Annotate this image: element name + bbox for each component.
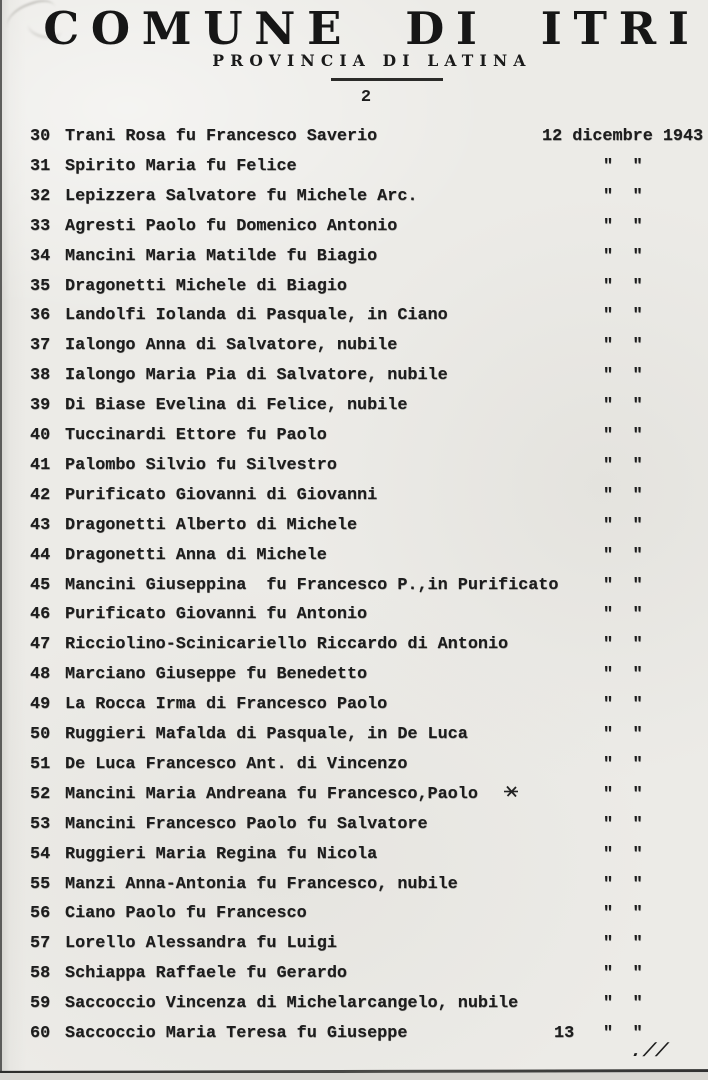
register-row bbox=[0, 187, 708, 209]
row-name: Manzi Anna-Antonia fu Francesco, nubile bbox=[65, 874, 458, 894]
row-date: " " bbox=[603, 216, 648, 236]
row-name: Ialongo Anna di Salvatore, nubile bbox=[65, 336, 398, 356]
row-date: " " bbox=[603, 246, 648, 266]
row-number: 43 bbox=[30, 515, 51, 535]
row-number: 57 bbox=[30, 934, 51, 954]
row-number: 44 bbox=[30, 545, 51, 565]
row-date: " " bbox=[603, 844, 648, 864]
row-name: Landolfi Iolanda di Pasquale, in Ciano bbox=[65, 306, 448, 326]
register-row bbox=[0, 247, 708, 269]
row-date: " " bbox=[603, 366, 648, 386]
register-row bbox=[0, 127, 708, 149]
row-number: 50 bbox=[30, 725, 51, 744]
row-number: 33 bbox=[30, 216, 51, 236]
row-date: " " bbox=[603, 605, 648, 625]
row-number: 40 bbox=[30, 426, 51, 445]
register-row bbox=[0, 516, 708, 538]
row-date: " " bbox=[603, 575, 648, 595]
register-row bbox=[0, 695, 708, 717]
row-date: " " bbox=[603, 814, 648, 834]
register-row bbox=[0, 366, 708, 388]
row-number: 55 bbox=[30, 874, 51, 894]
row-date: " " bbox=[603, 754, 648, 774]
row-name: Agresti Paolo fu Domenico Antonio bbox=[65, 216, 398, 236]
row-name: Marciano Giuseppe fu Benedetto bbox=[65, 665, 368, 685]
row-name: Dragonetti Anna di Michele bbox=[65, 545, 327, 565]
row-number: 39 bbox=[30, 396, 51, 416]
row-number: 52 bbox=[30, 784, 51, 804]
row-date: " " bbox=[603, 545, 648, 565]
row-number: 47 bbox=[30, 635, 51, 655]
row-date: " " bbox=[603, 994, 648, 1014]
row-date: " " bbox=[603, 455, 648, 475]
page-number: 2 bbox=[360, 88, 372, 107]
row-name: Dragonetti Michele di Biagio bbox=[65, 276, 347, 296]
register-row bbox=[0, 1024, 708, 1046]
register-row bbox=[0, 486, 708, 508]
row-number: 41 bbox=[30, 455, 51, 475]
row-date: " " bbox=[603, 725, 648, 744]
row-name: Schiappa Raffaele fu Gerardo bbox=[65, 964, 347, 984]
row-date: " " bbox=[603, 156, 648, 176]
register-row bbox=[0, 755, 708, 777]
row-name: Spirito Maria fu Felice bbox=[65, 156, 297, 176]
register-row bbox=[0, 306, 708, 328]
row-number: 35 bbox=[30, 276, 51, 296]
row-name: Mancini Giuseppina fu Francesco P.,in Purificato bbox=[65, 575, 559, 595]
register-row bbox=[0, 396, 708, 418]
register-row bbox=[0, 665, 708, 687]
annotation-x-mark bbox=[503, 785, 519, 804]
row-name: Ciano Paolo fu Francesco bbox=[65, 904, 307, 924]
row-date: " " bbox=[603, 934, 648, 954]
row-date: " " bbox=[603, 874, 648, 894]
row-name: Ialongo Maria Pia di Salvatore, nubile bbox=[65, 366, 448, 386]
register-row bbox=[0, 277, 708, 299]
row-name: Purificato Giovanni di Giovanni bbox=[65, 485, 378, 505]
register-row bbox=[0, 605, 708, 627]
register-row bbox=[0, 725, 708, 747]
register-row bbox=[0, 456, 708, 478]
row-number: 53 bbox=[30, 814, 51, 834]
row-date: " " bbox=[603, 306, 648, 326]
row-name: Lepizzera Salvatore fu Michele Arc. bbox=[65, 186, 418, 206]
register-row bbox=[0, 635, 708, 657]
row-name: Ruggieri Mafalda di Pasquale, in De Luca bbox=[65, 725, 468, 744]
row-date: " " bbox=[603, 964, 648, 984]
register-row bbox=[0, 934, 708, 956]
register-row bbox=[0, 875, 708, 897]
register-row bbox=[0, 576, 708, 598]
row-number: 31 bbox=[30, 156, 51, 176]
row-number: 49 bbox=[30, 695, 51, 715]
row-name: Mancini Francesco Paolo fu Salvatore bbox=[65, 814, 428, 834]
row-date: " " bbox=[603, 784, 648, 804]
row-number: 58 bbox=[30, 964, 51, 984]
row-prefix: 13 bbox=[554, 1024, 575, 1043]
row-name: Ruggieri Maria Regina fu Nicola bbox=[65, 844, 378, 864]
row-name: Palombo Silvio fu Silvestro bbox=[65, 455, 337, 475]
row-number: 32 bbox=[30, 186, 51, 206]
row-date: " " bbox=[603, 485, 648, 505]
row-name: De Luca Francesco Ant. di Vincenzo bbox=[65, 754, 408, 774]
register-row bbox=[0, 815, 708, 837]
row-date: " " bbox=[603, 186, 648, 206]
row-number: 38 bbox=[30, 366, 51, 386]
row-date: " " bbox=[603, 695, 648, 715]
row-number: 34 bbox=[30, 246, 51, 266]
row-date: 12 dicembre 1943 bbox=[542, 127, 704, 146]
register-row bbox=[0, 845, 708, 867]
row-number: 42 bbox=[30, 485, 51, 505]
row-number: 48 bbox=[30, 665, 51, 685]
row-name: Lorello Alessandra fu Luigi bbox=[65, 934, 337, 954]
row-date: " " bbox=[603, 635, 648, 655]
row-number: 37 bbox=[30, 336, 51, 356]
row-name: Tuccinardi Ettore fu Paolo bbox=[65, 426, 327, 445]
row-name: Di Biase Evelina di Felice, nubile bbox=[65, 396, 408, 416]
register-row bbox=[0, 157, 708, 179]
register-row bbox=[0, 994, 708, 1016]
document-subtitle: PROVINCIA DI LATINA bbox=[212, 51, 532, 70]
row-name: Purificato Giovanni fu Antonio bbox=[65, 605, 368, 625]
row-date: " " bbox=[603, 904, 648, 924]
row-date: " " bbox=[603, 665, 648, 685]
row-date: " " bbox=[603, 426, 648, 445]
row-number: 59 bbox=[30, 994, 51, 1014]
row-name: Dragonetti Alberto di Michele bbox=[65, 515, 358, 535]
register-row bbox=[0, 336, 708, 358]
row-date: " " bbox=[603, 1024, 648, 1043]
register-row bbox=[0, 217, 708, 239]
row-number: 56 bbox=[30, 904, 51, 924]
row-number: 36 bbox=[30, 306, 51, 326]
register-row bbox=[0, 964, 708, 986]
row-date: " " bbox=[603, 515, 648, 535]
row-name: Saccoccio Maria Teresa fu Giuseppe bbox=[65, 1024, 408, 1043]
register-row bbox=[0, 904, 708, 926]
row-name: Ricciolino-Scinicariello Riccardo di Antonio bbox=[65, 635, 509, 655]
register-row bbox=[0, 785, 708, 807]
row-number: 60 bbox=[30, 1024, 51, 1043]
row-number: 45 bbox=[30, 575, 51, 595]
row-name: Mancini Maria Matilde fu Biagio bbox=[65, 246, 378, 266]
row-date: " " bbox=[603, 276, 648, 296]
row-name: Mancini Maria Andreana fu Francesco,Paolo bbox=[65, 784, 478, 804]
row-name: Saccoccio Vincenza di Michelarcangelo, nubile bbox=[65, 994, 519, 1014]
row-number: 30 bbox=[30, 127, 51, 146]
row-name: Trani Rosa fu Francesco Saverio bbox=[65, 127, 378, 146]
row-number: 54 bbox=[30, 844, 51, 864]
document-title: COMUNE DI ITRI bbox=[43, 2, 701, 55]
row-date: " " bbox=[603, 336, 648, 356]
register-row bbox=[0, 426, 708, 448]
footer-mark: .// bbox=[629, 1040, 671, 1062]
scan-edge-bottom-paper bbox=[0, 1073, 708, 1080]
row-number: 51 bbox=[30, 754, 51, 774]
row-name: La Rocca Irma di Francesco Paolo bbox=[65, 695, 388, 715]
register-row bbox=[0, 546, 708, 568]
row-number: 46 bbox=[30, 605, 51, 625]
row-date: " " bbox=[603, 396, 648, 416]
